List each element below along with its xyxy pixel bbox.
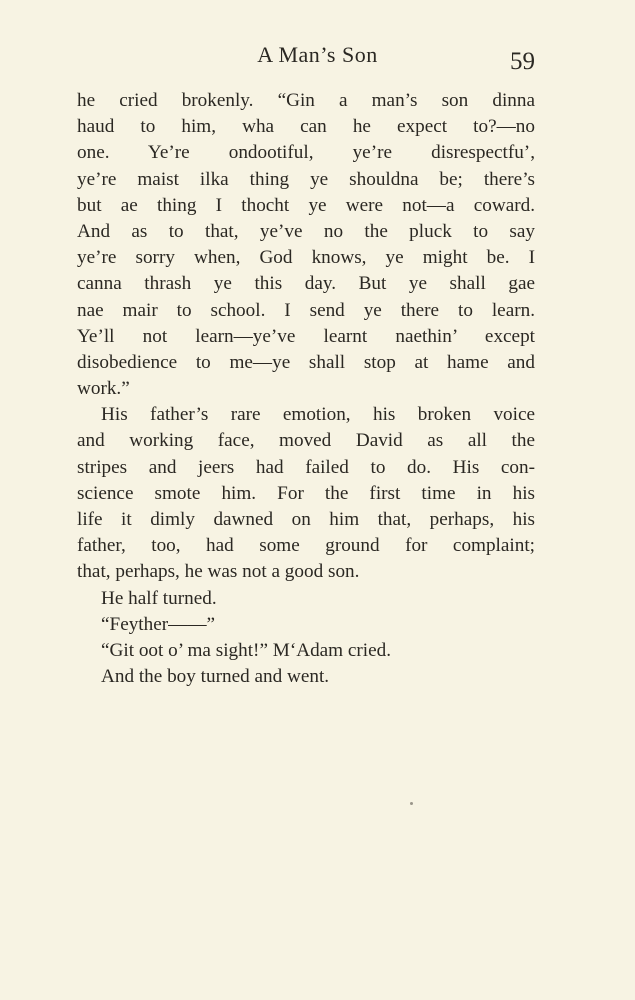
text-line: he cried brokenly. “Gin a man’s son dinna <box>77 90 535 111</box>
text-line: that, perhaps, he was not a good son. <box>77 561 360 583</box>
running-head <box>0 40 635 80</box>
paper-speck <box>410 802 413 805</box>
text-line: disobedience to me—ye shall stop at hame and <box>77 351 535 373</box>
text-line: haud to him, wha can he expect to?—no <box>77 116 535 138</box>
text-line: And as to that, ye’ve no the pluck to say <box>77 220 535 242</box>
text-line: Ye’ll not learn—ye’ve learnt naethin’ except <box>77 325 535 347</box>
text-line: one. Ye’re ondootiful, ye’re disrespectfu’, <box>77 142 535 164</box>
text-line: but ae thing I thocht ye were not—a coward. <box>77 194 535 216</box>
body-text <box>77 88 535 690</box>
running-title: A Man’s Son <box>257 42 378 67</box>
paragraph-start-line: “Git oot o’ ma sight!” M‘Adam cried. <box>101 639 392 661</box>
text-line: life it dimly dawned on him that, perhaps, his <box>77 509 535 530</box>
paragraph-start-line: He half turned. <box>101 587 217 609</box>
text-line: stripes and jeers had failed to do. His con- <box>77 456 535 478</box>
paragraph-start-line: His father’s rare emotion, his broken voice <box>101 404 535 426</box>
text-line: ye’re sorry when, God knows, ye might be. I <box>77 247 535 269</box>
text-line: father, too, had some ground for complaint; <box>77 535 535 557</box>
text-line: canna thrash ye this day. But ye shall gae <box>77 273 535 295</box>
text-line: ye’re maist ilka thing ye shouldna be; there’s <box>77 168 535 190</box>
text-line: and working face, moved David as all the <box>77 430 535 452</box>
text-line: work.” <box>77 378 130 400</box>
paragraph-start-line: “Feyther——” <box>101 613 216 635</box>
text-line: nae mair to school. I send ye there to learn. <box>77 299 535 321</box>
page-number: 59 <box>510 48 535 75</box>
paragraph-start-line: And the boy turned and went. <box>101 666 330 688</box>
text-line: science smote him. For the first time in his <box>77 482 535 504</box>
